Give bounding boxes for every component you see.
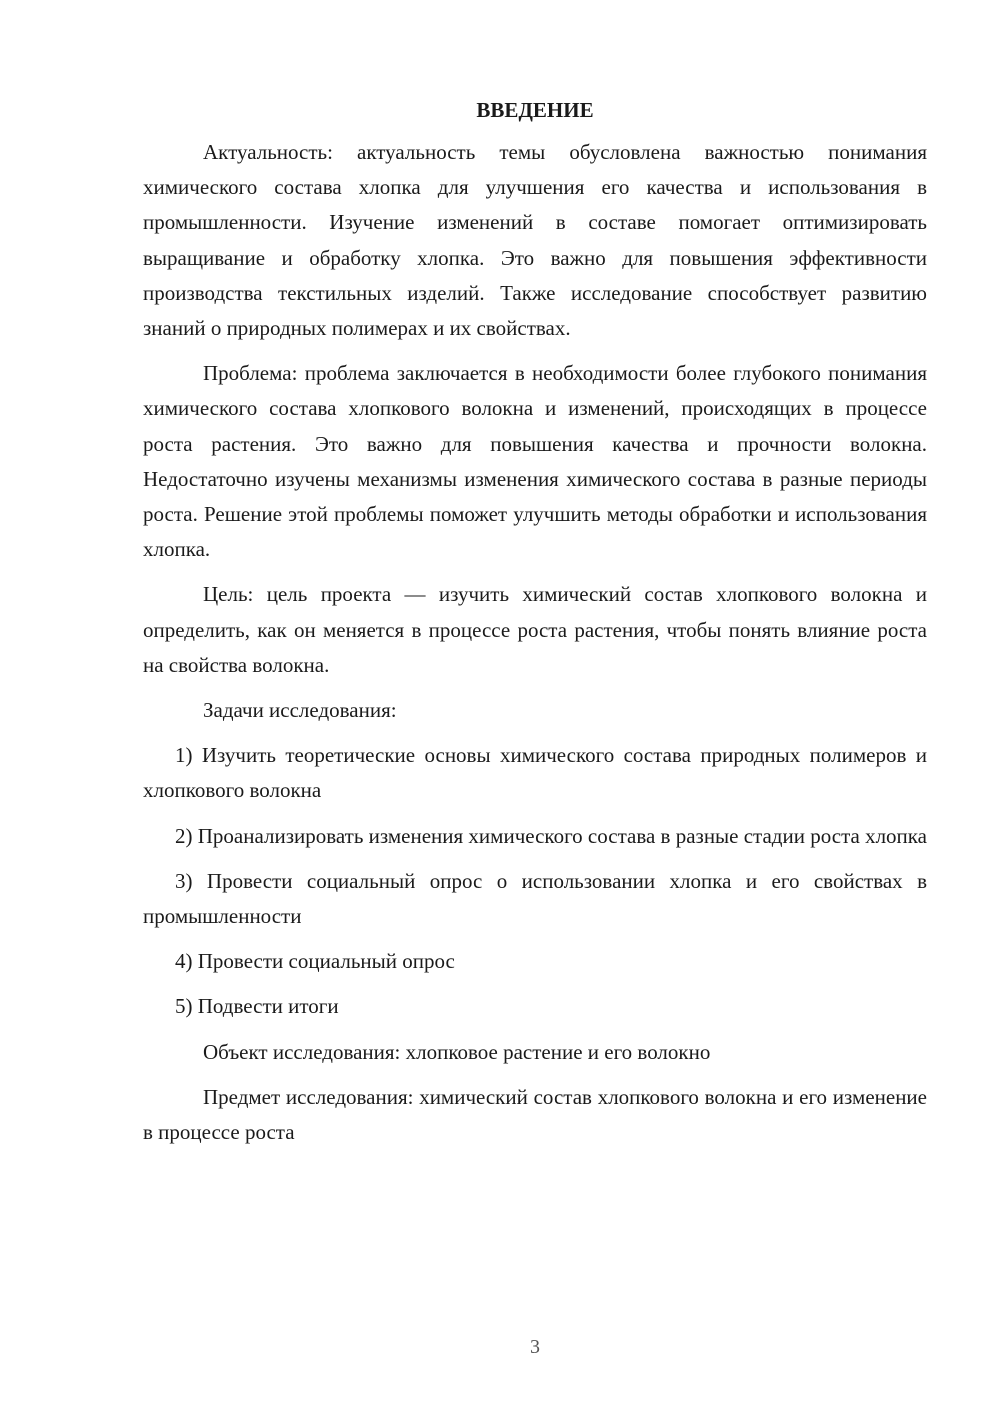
problem-paragraph: Проблема: проблема заключается в необходимости более глубокого понимания химического состава хлопкового волокна и изменений, происходящих в процессе роста растения. Это важно для повышения качества и прочности волокна. Недостаточно изучены механизмы изменения химического состава в разные периоды роста. Решение этой проблемы поможет улучшить методы обработки и использования хлопка. — [143, 361, 927, 562]
task-item-1: 1) Изучить теоретические основы химического состава природных полимеров и хлопкового волокна — [143, 743, 927, 803]
task-item-3: 3) Провести социальный опрос о использовании хлопка и его свойствах в промышленности — [143, 868, 927, 929]
tasks-heading: Задачи исследования: — [203, 698, 397, 723]
relevance-paragraph: Актуальность: актуальность темы обусловлена важностью понимания химического состава хлопка для улучшения его качества и использования в промышленности. Изучение изменений в составе помогает оптимизировать выращивание и обработку хлопка. Это важно для повышения эффективности производства текстильных изделий. Также исследование способствует развитию знаний о природных полимерах и их свойствах. — [143, 140, 927, 341]
research-subject: Предмет исследования: химический состав хлопкового волокна и его изменение в процессе роста — [143, 1084, 927, 1145]
task-item-2: 2) Проанализировать изменения химического состава в разные стадии роста хлопка — [175, 823, 927, 848]
goal-paragraph: Цель: цель проекта — изучить химический состав хлопкового волокна и определить, как он меняется в процессе роста растения, чтобы понять влияние роста на свойства волокна. — [143, 582, 927, 677]
research-object: Объект исследования: хлопковое растение и его волокно — [203, 1039, 711, 1064]
task-item-4: 4) Провести социальный опрос — [175, 949, 455, 974]
page-number: 3 — [530, 1336, 540, 1358]
section-heading: ВВЕДЕНИЕ — [476, 98, 594, 122]
page-content — [143, 93, 927, 1160]
task-item-5: 5) Подвести итоги — [175, 994, 339, 1019]
